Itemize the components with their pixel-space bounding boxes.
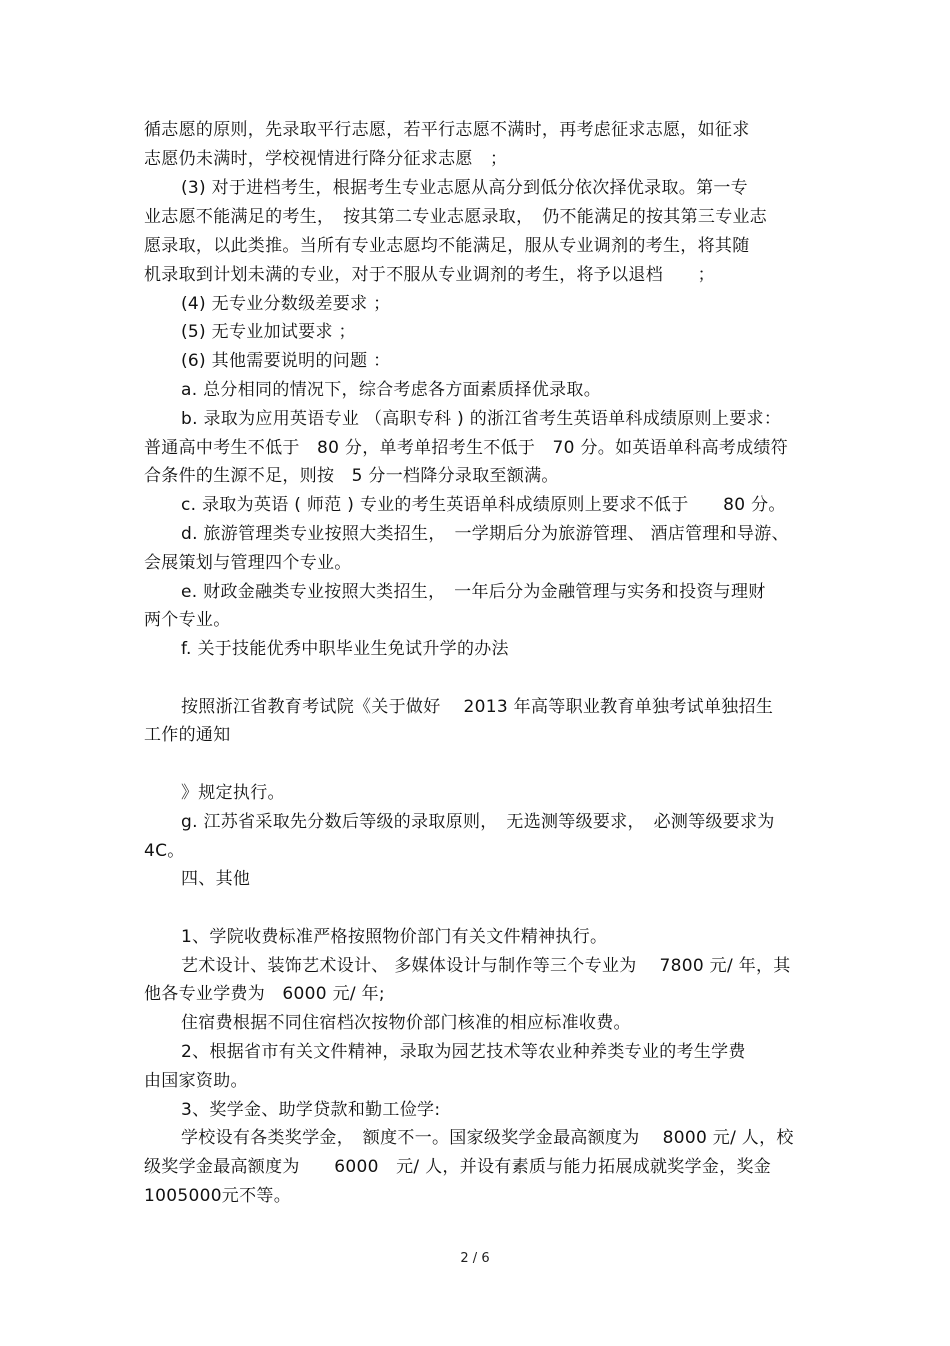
text-line: 合条件的生源不足，则按 5 分一档降分录取至额满。	[144, 466, 559, 486]
text-line: (5) 无专业加试要求 ；	[181, 322, 356, 342]
text-line: c. 录取为英语 ( 师范 ) 专业的考生英语单科成绩原则上要求不低于 80 分。	[181, 495, 786, 515]
text-line: 艺术设计、装饰艺术设计、 多媒体设计与制作等三个专业为 7800 元/ 年，其	[181, 956, 791, 976]
text-line: 2、根据省市有关文件精神，录取为园艺技术等农业种养类专业的考生学费	[181, 1042, 746, 1062]
text-line: 1005000元不等。	[144, 1186, 292, 1206]
text-line: 学校设有各类奖学金， 额度不一。国家级奖学金最高额度为 8000 元/ 人，校	[181, 1128, 794, 1148]
text-line: g. 江苏省采取先分数后等级的录取原则， 无选测等级要求， 必测等级要求为	[181, 812, 775, 832]
page-number: 2 / 6	[460, 1251, 490, 1266]
text-line: a. 总分相同的情况下，综合考虑各方面素质择优录取。	[181, 380, 602, 400]
text-line: 3、奖学金、助学贷款和勤工俭学:	[181, 1100, 441, 1120]
text-line: 业志愿不能满足的考生， 按其第二专业志愿录取， 仍不能满足的按其第三专业志	[144, 207, 768, 227]
text-line: 普通高中考生不低于 80 分，单考单招考生不低于 70 分。如英语单科高考成绩符	[144, 438, 789, 458]
text-line: 两个专业。	[144, 610, 231, 630]
text-line: 按照浙江省教育考试院《关于做好 2013 年高等职业教育单独考试单独招生	[181, 697, 774, 717]
text-line: (3) 对于进档考生，根据考生专业志愿从高分到低分依次择优录取。第一专	[181, 178, 748, 198]
section-heading: 四、其他	[181, 869, 251, 889]
text-line: 机录取到计划未满的专业，对于不服从专业调剂的考生，将予以退档 ；	[144, 265, 715, 285]
text-line: f. 关于技能优秀中职毕业生免试升学的办法	[181, 639, 509, 659]
text-line: d. 旅游管理类专业按照大类招生， 一学期后分为旅游管理、 酒店管理和导游、	[181, 524, 789, 544]
text-line: 愿录取，以此类推。当所有专业志愿均不能满足，服从专业调剂的考生，将其随	[144, 236, 750, 256]
text-line: e. 财政金融类专业按照大类招生， 一年后分为金融管理与实务和投资与理财	[181, 582, 766, 602]
text-line: 工作的通知	[144, 725, 231, 745]
text-line: (6) 其他需要说明的问题 ：	[181, 351, 391, 371]
text-line: 会展策划与管理四个专业。	[144, 553, 352, 573]
text-line: 》规定执行。	[181, 783, 285, 803]
text-line: 他各专业学费为 6000 元/ 年;	[144, 984, 385, 1004]
text-line: (4) 无专业分数级差要求 ；	[181, 294, 391, 314]
text-line: 由国家资助。	[144, 1071, 248, 1091]
text-line: 1、学院收费标准严格按照物价部门有关文件精神执行。	[181, 927, 608, 947]
text-line: 循志愿的原则，先录取平行志愿，若平行志愿不满时，再考虑征求志愿，如征求	[144, 120, 750, 140]
text-line: b. 录取为应用英语专业 （高职专科 ) 的浙江省考生英语单科成绩原则上要求：	[181, 409, 782, 429]
text-line: 4C。	[144, 841, 185, 861]
text-line: 住宿费根据不同住宿档次按物价部门核准的相应标准收费。	[181, 1013, 631, 1033]
text-line: 志愿仍未满时，学校视情进行降分征求志愿 ；	[144, 149, 508, 169]
text-line: 级奖学金最高额度为 6000 元/ 人，并设有素质与能力拓展成就奖学金，奖金	[144, 1157, 772, 1177]
